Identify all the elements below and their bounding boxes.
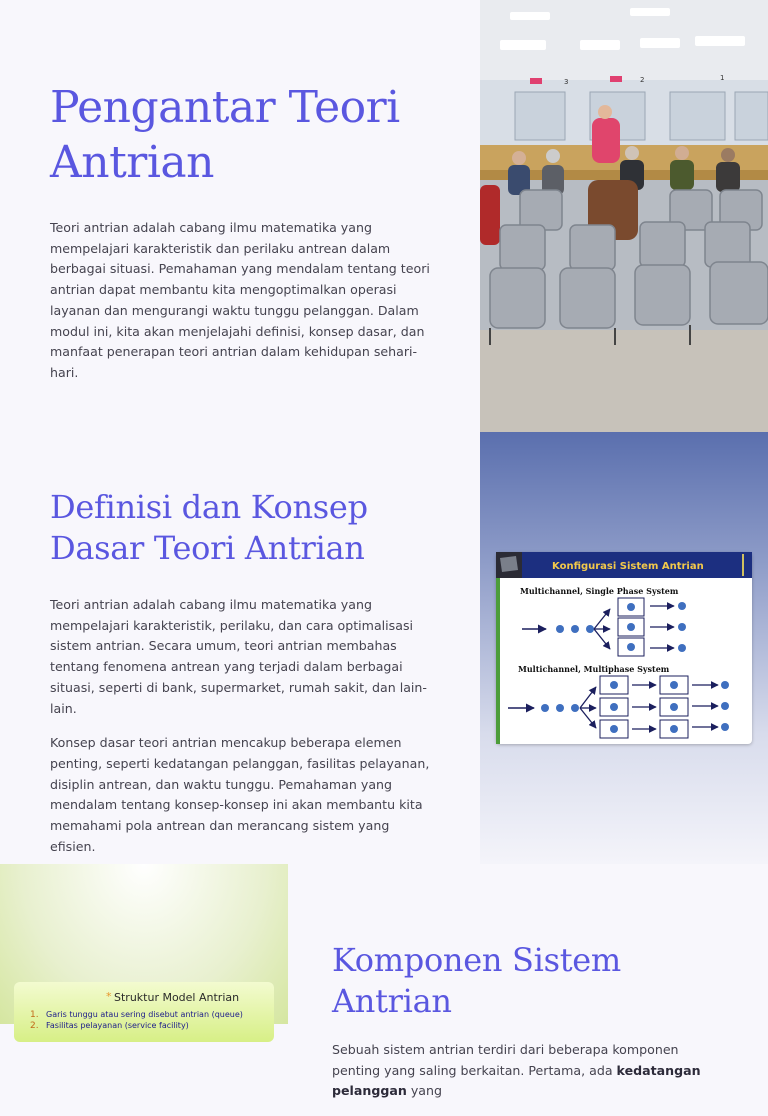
structure-item-2: Fasilitas pelayanan (service facility) xyxy=(46,1021,189,1030)
section-intro xyxy=(50,80,435,398)
counter-number-3: 3 xyxy=(564,78,569,86)
structure-item-1: Garis tunggu atau sering disebut antrian (queue) xyxy=(46,1010,243,1019)
components-paragraph-text-1: Sebuah sistem antrian terdiri dari beberapa komponen penting yang saling berkaitan. Pertama, ada xyxy=(332,1042,679,1078)
asterisk-icon: * xyxy=(106,990,112,1003)
counter-number-1: 1 xyxy=(720,74,725,82)
slide-label-multiphase: Multichannel, Multiphase System xyxy=(518,664,670,674)
section-definition xyxy=(50,487,435,871)
intro-paragraph: Teori antrian adalah cabang ilmu matematika yang mempelajari karakteristik dan perilaku antrean dalam berbagai situasi. Pemahaman yang mendalam tentang teori antrian dapat membantu kita mengoptimalkan operasi layanan dan mengurangi waktu tunggu pelanggan. Dalam modul ini, kita akan menjelajahi definisi, konsep dasar, dan manfaat penerapan teori antrian dalam kehidupan sehari-hari. xyxy=(50,220,430,380)
components-paragraph-bold: kedatangan pelanggan xyxy=(332,1062,701,1099)
definition-title: Definisi dan Konsep Dasar Teori Antrian xyxy=(50,488,368,567)
definition-paragraph-2: Konsep dasar teori antrian mencakup beberapa elemen penting, seperti kedatangan pelanggan, fasilitas pelayanan, disiplin antrean, dan waktu tunggu. Pemahaman yang mendalam tentang konsep-konsep ini akan membantu kita memahami pola antrean dan merancang sistem yang efisien. xyxy=(50,735,430,854)
structure-item-1-number: 1. xyxy=(30,1010,39,1020)
queue-config-diagram xyxy=(496,552,752,744)
structure-item-2-number: 2. xyxy=(30,1021,39,1031)
components-paragraph-text-2: yang xyxy=(406,1083,442,1099)
components-title: Komponen Sistem Antrian xyxy=(332,941,621,1020)
queue-structure-svg xyxy=(14,982,274,1042)
structure-slide-title: Struktur Model Antrian xyxy=(114,991,240,1004)
slide-title: Konfigurasi Sistem Antrian xyxy=(552,561,704,572)
definition-paragraph-1: Teori antrian adalah cabang ilmu matematika yang mempelajari karakteristik, perilaku, dan cara optimalisasi sistem antrian. Secara umum, teori antrian membahas tentang fenomena antrean yang terjadi dalam berbagai situasi, seperti di bank, supermarket, rumah sakit, dan lain-lain. xyxy=(50,597,427,716)
queue-config-panel xyxy=(480,432,768,864)
section-components xyxy=(332,940,722,1116)
queue-structure-slide xyxy=(14,982,274,1042)
components-paragraph xyxy=(332,1040,722,1102)
slide-label-single-phase: Multichannel, Single Phase System xyxy=(520,586,679,596)
waiting-room-illustration xyxy=(480,0,768,432)
queue-structure-panel xyxy=(0,864,288,1031)
queue-config-slide xyxy=(496,552,752,744)
waiting-room-photo xyxy=(480,0,768,432)
counter-number-2: 2 xyxy=(640,76,645,84)
intro-title: Pengantar Teori Antrian xyxy=(50,82,400,188)
